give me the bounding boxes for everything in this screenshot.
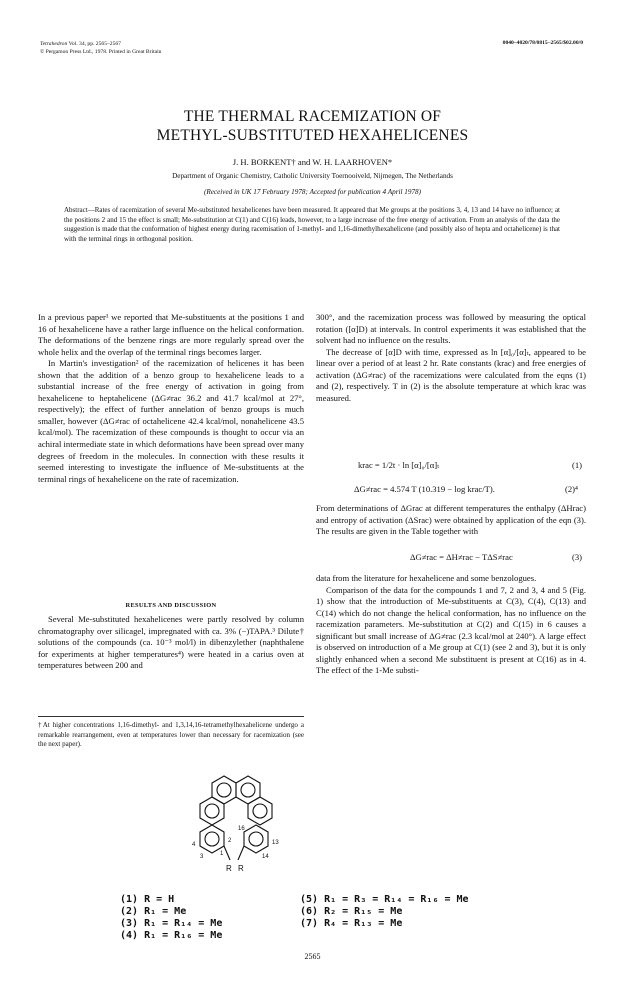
footnote: †At higher concentrations 1,16-dimethyl- and 1,3,14,16-tetramethylhexahelicene undergo a remarkable rearrangement, even at temperatures lower than necessary for racemization (see the next paper).	[38, 721, 304, 749]
paragraph-literature: data from the literature for hexahelicene and some benzologues.	[316, 573, 537, 583]
publisher-line	[40, 48, 161, 56]
aromatic-circle	[241, 783, 255, 797]
paragraph-results: Several Me-substituted hexahelicenes were partly resolved by column chromatography over silicagel, impregnated with ca. 3% (−)TAPA.³ Dilute† solutions of the compounds (ca. 10⁻³ mol/l) in dibenzylether (naphthalene for experiments at higher temperatures⁴) were heated in a carius oven at temperatures between 200 and	[38, 614, 304, 671]
aromatic-circle	[205, 804, 219, 818]
paragraph-enthalpy: From determinations of ΔGrac at different temperatures the enthalpy (ΔHrac) and entropy of activation (ΔSrac) were obtained by application of the eqn (3). The results are given in the Table together with	[316, 503, 586, 537]
ring-lower-left	[200, 825, 224, 853]
ring-mid-right	[248, 797, 272, 825]
volume-pages: Vol. 34, pp. 2565–2567	[68, 41, 121, 47]
compound-2: (2) R₁ = Me	[120, 906, 187, 917]
equation-3-number: (3)	[572, 552, 583, 562]
right-column	[316, 312, 586, 404]
position-label-14: 14	[262, 854, 269, 860]
compound-list-left	[120, 894, 222, 942]
bond-r-right	[238, 846, 244, 860]
journal-header	[40, 40, 161, 56]
journal-citation	[40, 40, 161, 48]
right-column-enthalpy	[316, 503, 586, 538]
compound-1: (1) R = H	[120, 894, 175, 905]
substituent-r-left: R	[226, 864, 232, 873]
substituent-r-right: R	[238, 864, 244, 873]
position-label-2: 2	[228, 838, 232, 844]
aromatic-circle	[253, 804, 267, 818]
authors: J. H. BORKENT† and W. H. LAARHOVEN*	[232, 157, 393, 167]
hexahelicene-structure	[180, 770, 300, 880]
title-line-1: THE THERMAL RACEMIZATION OF	[183, 108, 442, 125]
abstract: Abstract—Rates of racemization of several Me-substituted hexahelicenes have been measured. It appeared that Me groups at the positions 3, 4, 13 and 14 have no influence; at the positions 2 and 15 the effect is small; Me-substitution at C(1) and C(16) leads, however, to a large increase of the free energy of activation. From an analysis of the data the suggestion is made that the conformation of highest energy during racemisation of 1-methyl- and 1,16-dimethylhexahelicene (and possibly also of hepta and octahelicene) is that with the terminal rings in orthogonal position.	[64, 206, 560, 243]
compound-5: (5) R₁ = R₃ = R₁₄ = R₁₆ = Me	[300, 894, 469, 905]
equation-3: ΔG≠rac = ΔH≠rac − TΔS≠rac	[410, 552, 513, 562]
equation-2-number: (2)⁴	[565, 484, 579, 494]
position-label-13: 13	[272, 840, 279, 846]
footnote-rule	[38, 716, 304, 717]
publisher: © Pergamon Press Ltd., 1978.	[40, 49, 108, 55]
aromatic-circle	[205, 832, 219, 846]
left-column-results	[38, 614, 304, 672]
compound-4: (4) R₁ = R₁₆ = Me	[120, 930, 223, 941]
left-column	[38, 312, 304, 485]
affiliation: Department of Organic Chemistry, Catholic University Toernooiveld, Nijmegen, The Netherlands	[172, 172, 453, 180]
article-code: 0040–4020/78/0815–2565/$02.00/0	[502, 40, 583, 46]
position-label-4: 4	[192, 842, 196, 848]
bond-r-left	[224, 846, 230, 860]
equation-1: krac = 1/2t · ln [α]₀/[α]ₜ	[358, 460, 440, 470]
aromatic-circle	[249, 832, 263, 846]
ring-top-left	[212, 776, 236, 804]
compound-list-right	[300, 894, 469, 930]
ring-mid-left	[200, 797, 224, 825]
aromatic-circle	[217, 783, 231, 797]
printed-in: Printed in Great Britain	[108, 49, 162, 55]
paragraph-intro: In a previous paper¹ we reported that Me-substituents at the positions 1 and 16 of hexahelicene have a rather large influence on the helical conformation. The deformations of the benzene rings are more regularly spread over the whole helix and the overlap of the terminal rings becomes larger.	[38, 312, 304, 357]
compound-3: (3) R₁ = R₁₄ = Me	[120, 918, 223, 929]
position-label-1: 1	[220, 851, 224, 857]
journal-name: Tetrahedron	[40, 41, 68, 47]
ring-top-right	[236, 776, 260, 804]
equation-2: ΔG≠rac = 4.574 T (10.319 − log krac/T).	[354, 484, 495, 494]
title-line-2: METHYL-SUBSTITUTED HEXAHELICENES	[156, 127, 469, 144]
page-number: 2565	[304, 952, 321, 961]
paragraph-rate-constants: The decrease of [α]D with time, expressed as ln [α]₀/[α]ₜ, appeared to be linear over a period of at least 2 hr. Rate constants (krac) and free energies of activation (ΔG≠rac) of the racemizations were calculated from the eqns (1) and (2), respectively. T in (2) is the absolute temperature at which krac was measured.	[316, 346, 586, 403]
article-title	[0, 107, 625, 145]
compound-6: (6) R₂ = R₁₅ = Me	[300, 906, 403, 917]
ring-lower-right	[244, 825, 268, 853]
equation-1-number: (1)	[572, 460, 583, 470]
paragraph-optical-rotation: 300°, and the racemization process was followed by measuring the optical rotation ([α]D) at intervals. In control experiments it was established that the solvent had no influence on the results.	[316, 312, 586, 346]
paragraph-martin: In Martin's investigation² of the racemization of helicenes it has been shown that the addition of a benzo group to hexahelicene leads to a substantial increase of the free energy of activation in going from hexahelicene to heptahelicene (ΔG≠rac 36.2 and 41.7 kcal/mol at 27°, respectively); the effect of further annelation of benzo groups is much smaller, however (ΔG≠rac of octahelicene 42.4 kcal/mol, nonahelicene 43.5 kcal/mol). The racemization of these compounds is thought to occur via an achiral intermediate state in which deformations have been spread over many degrees of freedom in the molecules. In connection with these results it seemed interesting to investigate the influence of Me-substituents at the terminal rings of hexahelicene on the rate of racemization.	[38, 358, 304, 484]
position-label-3: 3	[200, 854, 204, 860]
paragraph-comparison: Comparison of the data for the compounds 1 and 7, 2 and 3, 4 and 5 (Fig. 1) show that the introduction of Me-substituents at C(3), C(4), C(13) and C(14) which do not change the helical conformation, has no influence on the racemization parameters. Me-substitution at C(2) and C(15) in 6 causes a significant but small increase of ΔG≠rac (2.3 kcal/mol at 240°). A large effect is observed on introduction of a Me group at C(1) (see 2 and 3), but it is only slightly enhanced when a second Me substituent is present at C(16) as in 4. The effect of the 1-Me substi-	[316, 584, 586, 676]
section-heading: RESULTS AND DISCUSSION	[125, 602, 217, 609]
position-label-16: 16	[238, 826, 245, 832]
received-dates: (Received in UK 17 February 1978; Accepted for publication 4 April 1978)	[203, 188, 422, 196]
compound-7: (7) R₄ = R₁₃ = Me	[300, 918, 403, 929]
right-column-comparison	[316, 573, 586, 677]
